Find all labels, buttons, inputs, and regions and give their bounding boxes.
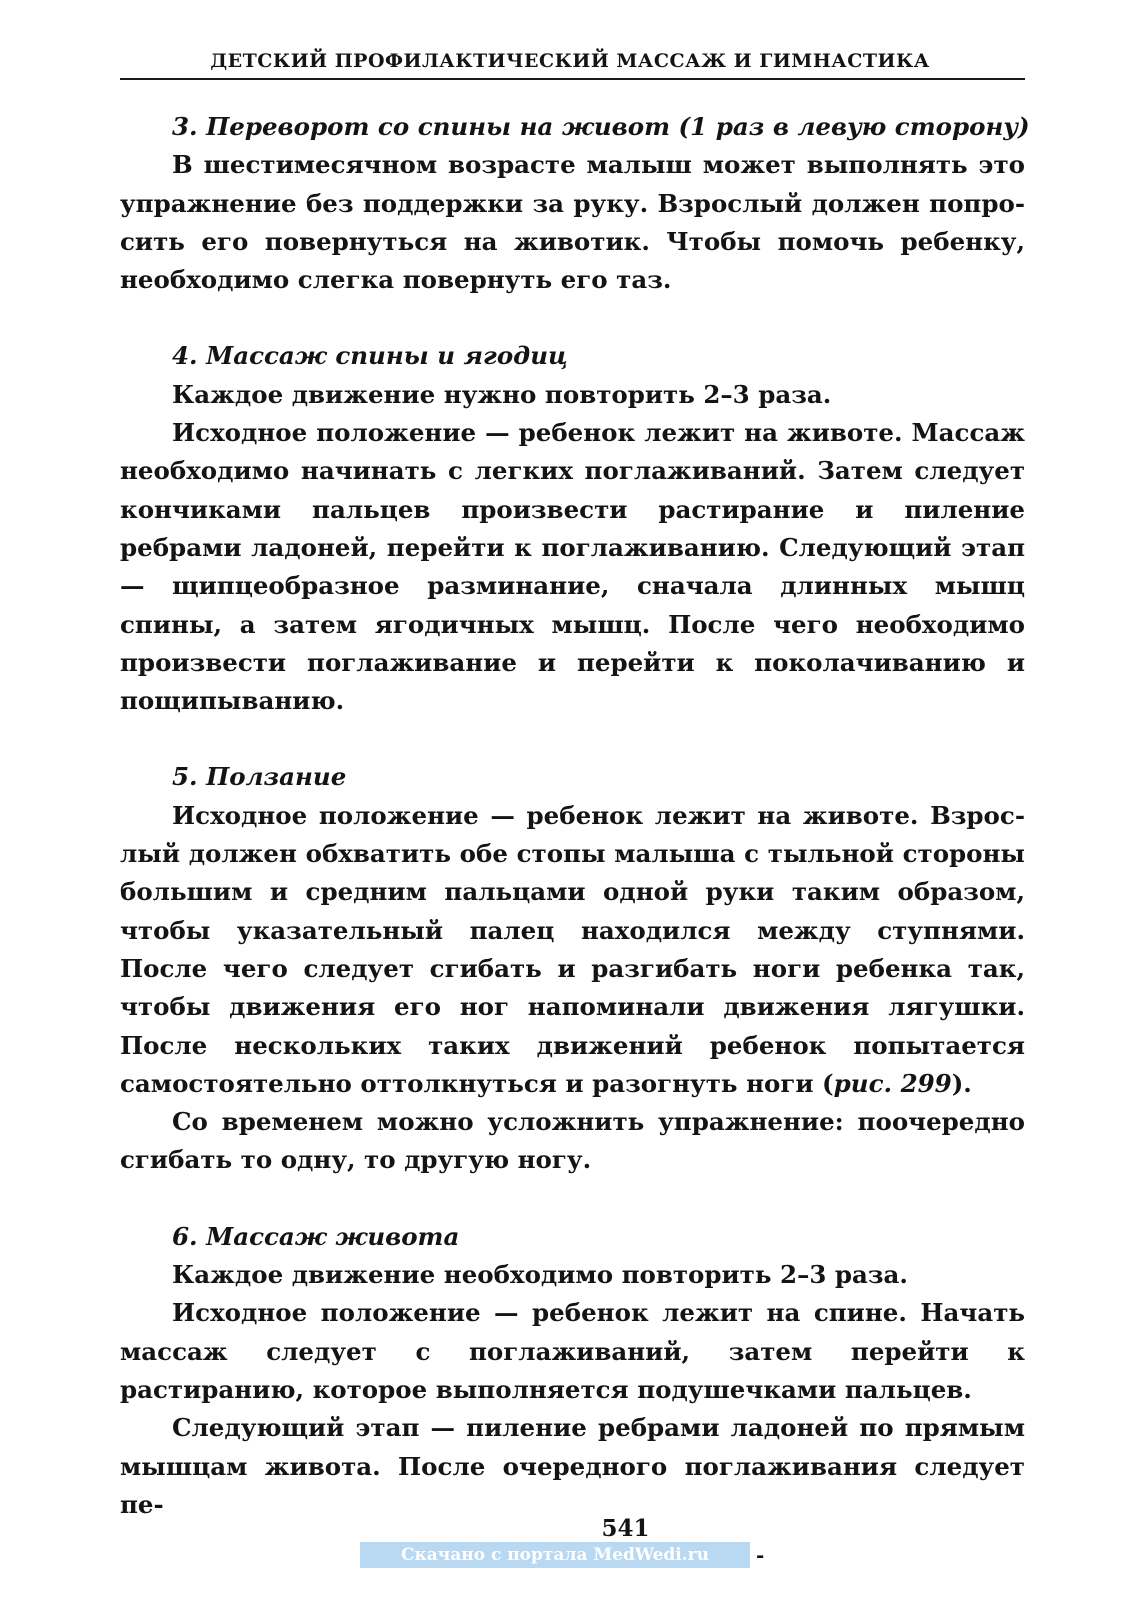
page-number: 541: [601, 1515, 650, 1542]
section-6: [120, 1218, 1025, 1524]
paragraph: Следующий этап — пиление ребрами ладоней по прямым мышцам живота. После очередного поглаживания следует пе-: [120, 1413, 1025, 1519]
watermark-dash: -: [756, 1543, 765, 1567]
section-5: [120, 758, 1025, 1179]
paragraph: Каждое движение нужно повторить 2–3 раза.: [172, 379, 832, 409]
section-4: [120, 337, 1025, 720]
running-head: ДЕТСКИЙ ПРОФИЛАКТИЧЕСКИЙ МАССАЖ И ГИМНАСТИКА: [210, 50, 930, 72]
paragraph: В шестимесячном возрасте малыш может выполнять это упражнение без поддержки за руку. Взрослый должен попросить его повернуться на животик. Чтобы помочь ребенку, необходимо слегка повернуть его таз.: [120, 150, 1025, 295]
body-text: [120, 108, 1030, 1524]
section-title: 4. Массаж спины и ягодиц: [172, 341, 568, 371]
paragraph: Со временем можно усложнить упражнение: поочередно сгибать то одну, то другую ногу.: [120, 1107, 1025, 1175]
paragraph-text-end: ).: [951, 1068, 972, 1098]
section-title: 6. Массаж живота: [172, 1221, 460, 1251]
paragraph: Каждое движение необходимо повторить 2–3 раза.: [172, 1260, 908, 1290]
section-3: [120, 108, 1030, 299]
section-title: 3. Переворот со спины на живот (1 раз в левую сторону): [172, 112, 1030, 141]
paragraph-text: Исходное положение — ребенок лежит на животе. Взрослый должен обхватить обе стопы малыша с тыльной стороны большим и средним пальцами одной руки таким образом, чтобы указательный палец находился между ступнями. После чего следует сгибать и разгибать ноги ребенка так, чтобы движения его ног напоминали движения лягушки. После нескольких таких движений ребенок попытается самостоятельно оттолкнуться и разогнуть ноги (: [120, 800, 1025, 1098]
paragraph: Исходное положение — ребенок лежит на животе. Массаж необходимо начинать с легких поглаживаний. Затем следует кончиками пальцев произвести растирание и пиление ребрами ладоней, перейти к поглаживанию. Следующий этап — щипцеобразное разминание, сначала длинных мышц спины, а затем ягодичных мышц. После чего необходимо произвести поглаживание и перейти к поколачиванию и пощипыванию.: [120, 418, 1025, 716]
figure-reference: рис. 299: [833, 1068, 952, 1098]
paragraph: Исходное положение — ребенок лежит на спине. Начать массаж следует с поглаживаний, затем перейти к растиранию, которое выполняется подушечками пальцев.: [120, 1298, 1025, 1404]
watermark-banner: Скачано с портала MedWedi.ru: [360, 1542, 750, 1568]
paragraph: [120, 797, 1025, 1103]
section-title: 5. Ползание: [172, 762, 347, 792]
header-rule: [120, 78, 1025, 80]
